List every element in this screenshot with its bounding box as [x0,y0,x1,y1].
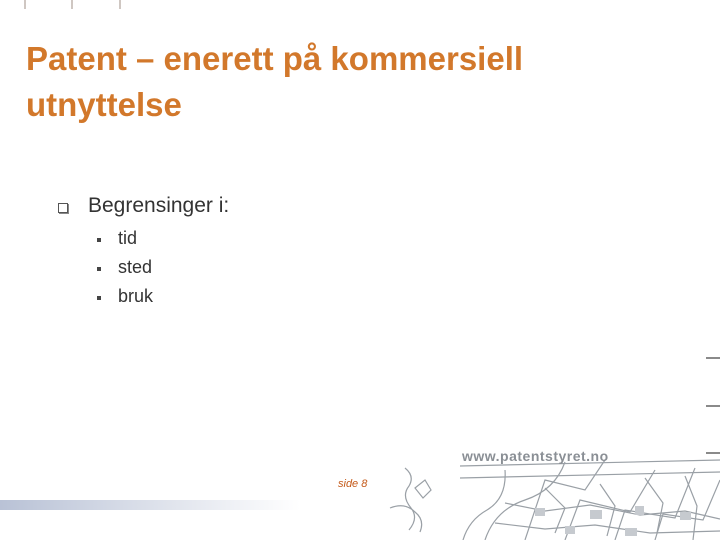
right-tick [706,405,720,407]
footer-gradient-bar [0,500,300,510]
square-icon [97,267,101,271]
top-tick [71,0,73,9]
sub-bullet-text: tid [118,228,138,248]
main-bullet [58,194,229,218]
page-number: side 8 [338,478,368,490]
top-tick [24,0,26,9]
sub-bullet-text: sted [118,257,153,277]
footer-url: www.patentstyret.no [462,448,609,464]
slide-title: Patent – enerett på kommersiell utnyttelse [26,40,524,123]
sub-bullet-text: bruk [118,286,154,306]
square-icon [97,296,101,300]
top-tick [119,0,121,9]
sub-bullet-item [97,253,153,282]
main-bullet-text: Begrensinger i: [88,194,230,217]
checkbox-icon [58,203,68,213]
sub-bullet-list [97,224,153,311]
square-icon [97,238,101,242]
sub-bullet-item [97,282,153,311]
right-tick [706,357,720,359]
sub-bullet-item [97,224,153,253]
